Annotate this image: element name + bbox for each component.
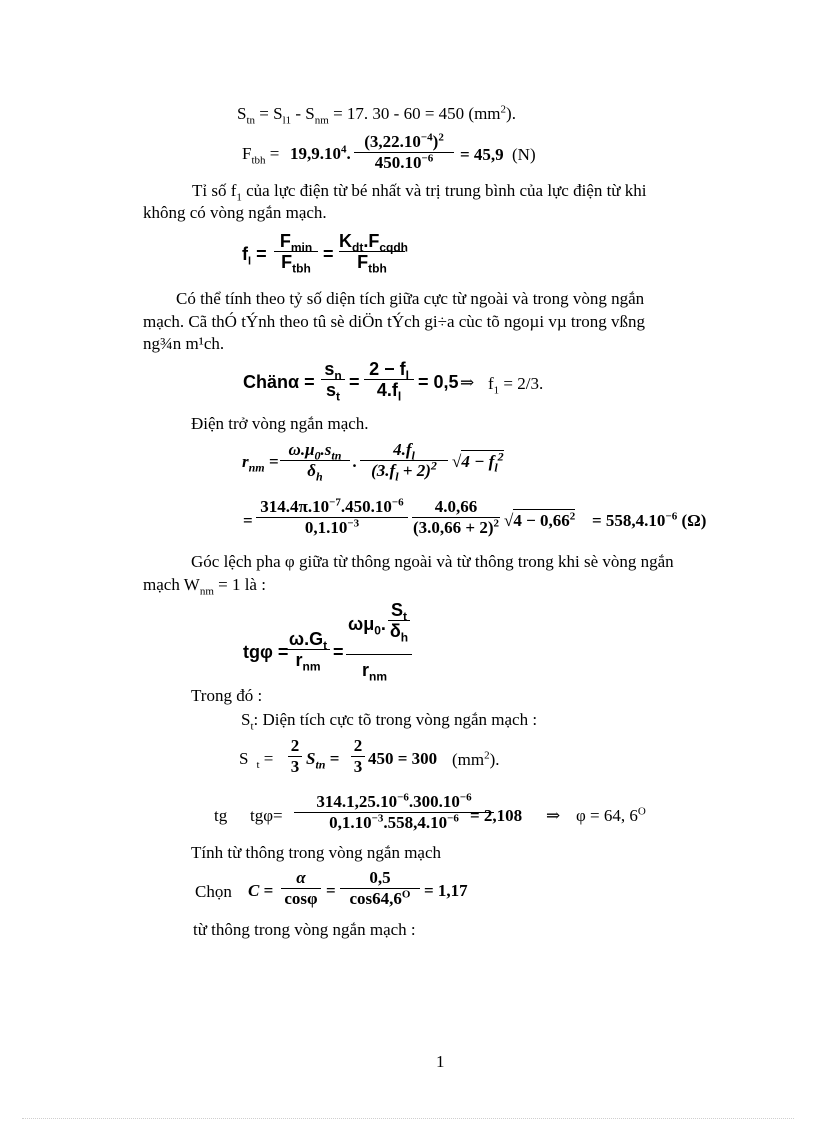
equals-sign: = xyxy=(349,372,360,392)
st-stn: $S_{tn}$ = xyxy=(306,749,340,772)
fl-fraction-1: $F_{min}$ $F_{tbh}$ xyxy=(274,231,318,272)
st-unit: $(mm^2)$. xyxy=(452,749,500,769)
c-fraction-2: 0,5 $\cos 64,6^O$ xyxy=(340,868,420,909)
alpha-lhs: Chänα = xyxy=(243,372,315,392)
page-bottom-border xyxy=(22,1118,794,1119)
rnm-numeric-fraction-2: 4.0,66 $(3.0,66 + 2)^2$ xyxy=(412,497,499,537)
paragraph-phase-2: mạch $W_{nm} = 1$ là : xyxy=(143,575,266,598)
paragraph-area-ratio-3: ng¾n m¹ch. xyxy=(143,334,225,353)
fl-conclusion: $f_1 = 2/3$. xyxy=(488,374,544,397)
phi-conclusion: φ = 64, $6^O$ xyxy=(576,805,646,825)
tgphi-main-bar xyxy=(346,654,412,655)
equals-sign: = xyxy=(323,244,334,264)
equals-sign: = xyxy=(243,511,253,530)
paragraph-where: Trong đó : xyxy=(191,686,263,705)
tgphi-den: $r_{nm}$ xyxy=(362,660,388,684)
st-fraction-2: 2 3 xyxy=(351,736,365,777)
rnm-numeric-sqrt: $√4 - 0,66^2$ xyxy=(504,510,576,530)
multiply-dot: . xyxy=(353,452,358,471)
c-fraction-1: α cosφ xyxy=(281,868,321,909)
rnm-numeric-fraction-1: $314.4\pi.10^{-7}.450.10^{-6}$ $0,1.10^{-3}$ xyxy=(256,497,408,538)
alpha-fraction-1: $s_n$ $s_t$ xyxy=(321,359,345,400)
tgphi-lhs-2: tgφ= xyxy=(250,806,283,825)
paragraph-ratio-line2: không có vòng ngắn mạch. xyxy=(143,203,327,222)
rnm-lhs: $r_{nm}$ = xyxy=(242,452,279,475)
rnm-sqrt: $√4 - f_l^2$ xyxy=(452,449,504,475)
paragraph-ratio-line1: Tỉ số $f_1$ của lực điện từ bé nhất và trị trung bình của lực điện từ khi xyxy=(192,181,647,204)
paragraph-phase-1: Góc lệch pha φ giữa từ thông ngoài và từ thông trong khi sè vòng ngắn xyxy=(191,552,674,571)
tgphi-inner-fraction: $S_t$ $\delta_h$ xyxy=(389,600,409,645)
paragraph-st-definition: $S_t$: Diện tích cực tõ trong vòng ngắn mạch : xyxy=(241,710,538,733)
fl-lhs: $f_l$ = xyxy=(242,244,267,268)
c-lhs: C = xyxy=(248,881,274,900)
tgphi-numeric-fraction: $314.1,25.10^{-6}.300.10^{-6}$ $0,1.10^{-3}.558,4.10^{-6}$ xyxy=(294,792,494,833)
implies-arrow: ⇒ xyxy=(546,806,561,825)
force-coefficient: 19,9.10$^4$. xyxy=(290,143,351,163)
c-result: = 1,17 xyxy=(424,881,468,900)
tgphi-num-omega: $\omega\mu_0$. xyxy=(348,614,386,638)
st-fraction-1: 2 3 xyxy=(288,736,302,777)
paragraph-resistance: Điện trở vòng ngắn mạch. xyxy=(191,414,369,433)
choose-prefix: Chọn xyxy=(195,882,232,901)
tgphi-lhs: tgφ = xyxy=(243,642,289,662)
rnm-fraction-2: $4.f_l$ $(3.f_l + 2)^2$ xyxy=(360,440,448,481)
area-equation: $S_{tn} = S_{l1} - S_{nm} = 17$. 30 - 60 = 450 $(mm^2)$. xyxy=(237,103,516,127)
paragraph-area-ratio-1: Có thể tính theo tỷ số diện tích giữa cực từ ngoài và trong vòng ngắn xyxy=(176,289,645,308)
paragraph-flux: Tính từ thông trong vòng ngắn mạch xyxy=(191,843,442,862)
st-result: 450 = 300 xyxy=(368,749,438,768)
equals-sign: = xyxy=(326,881,336,900)
rnm-result: = $558,4.10^{-6}$ (Ω) xyxy=(592,510,707,530)
alpha-fraction-2: $2 - f_l$ $4.f_l$ xyxy=(364,359,414,400)
paragraph-area-ratio-2: mạch. Cã thÓ tÝnh theo tû sè diÖn tÝch gi÷a cùc tõ ngoµi vµ trong vßng xyxy=(143,312,646,331)
equals-sign: = xyxy=(333,642,344,662)
rnm-fraction-1: $\omega.\mu_0.s_{tn}$ $\delta_h$ xyxy=(280,440,350,481)
implies-arrow: ⇒ xyxy=(460,373,475,392)
paragraph-flux-inner: từ thông trong vòng ngắn mạch : xyxy=(193,920,416,939)
page-number: 1 xyxy=(436,1052,445,1071)
alpha-result: = 0,5 xyxy=(418,372,459,392)
force-equation-lhs: $F_{tbh}$ = xyxy=(242,144,280,167)
st-lhs: S $_t$ = xyxy=(239,749,274,772)
fl-fraction-2: $K_{dt}.F_{cqdh}$ $F_{tbh}$ xyxy=(339,231,408,276)
force-fraction: $(3,22.10^{-4})^2$ $450.10^{-6}$ xyxy=(354,132,454,173)
force-result: = 45,9 xyxy=(460,145,504,164)
force-unit: (N) xyxy=(512,145,536,164)
tg-prefix: tg xyxy=(214,806,228,825)
tgphi-fraction-1: $\omega.G_t$ $r_{nm}$ xyxy=(286,629,330,670)
tgphi-result: = 2,108 xyxy=(470,806,523,825)
